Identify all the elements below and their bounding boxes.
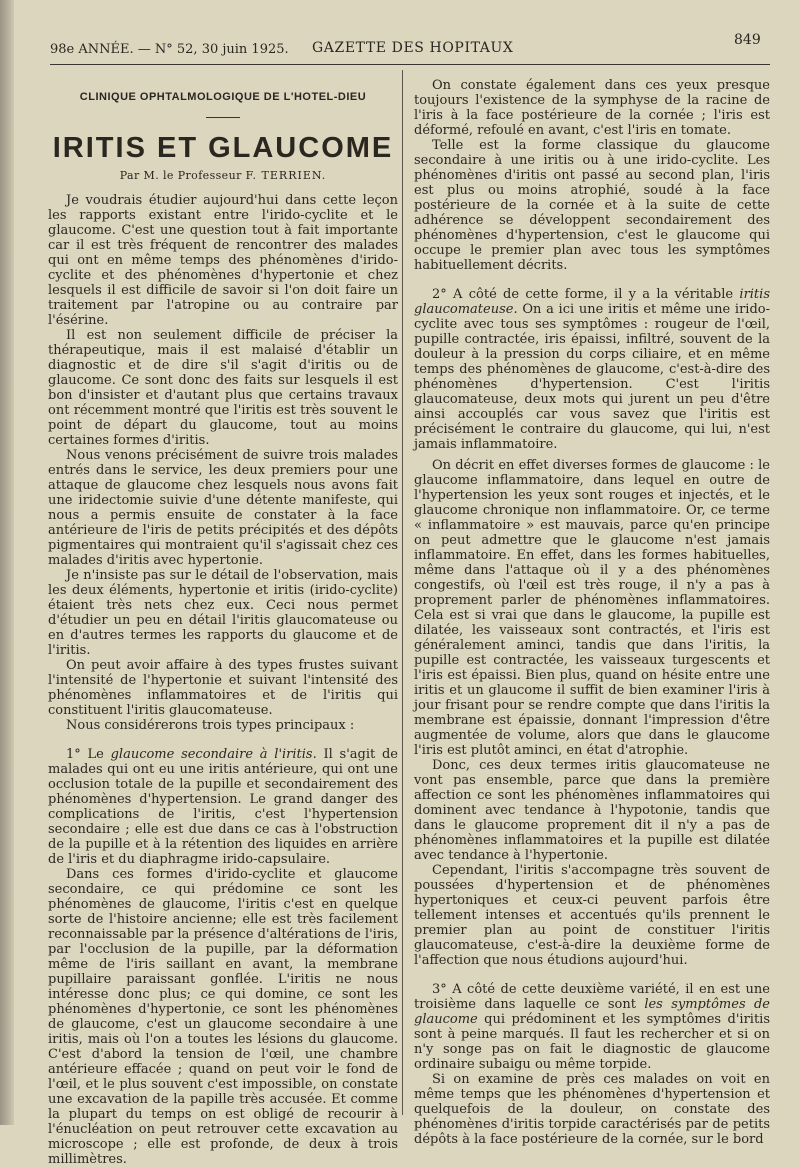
author-name: F. TERRIEN.: [245, 169, 327, 182]
item-text: qui prédominent et les symptômes d'iritis sont à peine marqués. Il faut les rechercher et si on n'y songe pas on fait le diagnostic de glaucome ordinaire subaigu ou même torpide.: [414, 1012, 770, 1072]
byline-prefix: Par M. le Professeur: [119, 169, 242, 182]
page-binding-edge: [0, 0, 14, 1125]
paragraph: Donc, ces deux termes iritis glaucomateuse ne vont pas ensemble, parce que dans la première affection ce sont les phénomènes inflammatoires qui dominent avec tendance à l'hypotonie, tandis que dans le glaucome proprement dit il n'y a pas de phénomènes inflammatoires et la pupille est dilatée avec tendance à l'hypertonie.: [414, 758, 770, 863]
item-text: Il s'agit de malades qui ont eu une iritis antérieure, qui ont une occlusion totale de la pupille et secondairement des phénomènes d'hypertension. Le grand danger des complications de l'iritis, c'est l'hypertension secondaire ; elle est due dans ce cas à l'obstruction de la pupille et à la rétention des liquides en arrière de l'iris et du diaphragme irido-capsulaire.: [48, 747, 398, 867]
item-number: 2° A côté de cette forme, il y a la véritable: [432, 287, 734, 302]
paragraph: On constate également dans ces yeux presque toujours l'existence de la symphyse de la racine de l'iris à la face postérieure de la cornée ; l'iris est déformé, refoulé en avant, c'est l'iris en tomate.: [414, 78, 770, 138]
item-text: On a ici une iritis et même une irido-cyclite avec tous ses symptômes : rougeur de l'œil, pupille contractée, iris épaissi, infiltré, souvent de la douleur à la pression du corps ciliaire, et en même temps des phénomènes de glaucome, c'est-à-dire des phénomènes d'hypertension. C'est l'iritis glaucomateuse, deux mots qui jurent un peu d'être ainsi accouplés car vous savez que l'iritis est précisément le contraire du glaucome, qui lui, n'est jamais inflammatoire.: [414, 302, 770, 452]
paragraph: Je voudrais étudier aujourd'hui dans cette leçon les rapports existant entre l'irido-cyclite et le glaucome. C'est une question tout à fait importante car il est très fréquent de rencontrer des malades qui ont en même temps des phénomènes d'irido-cyclite et des phénomènes d'hypertonie et chez lesquels il est difficile de savoir si l'on doit faire un traitement par l'atropine ou au contraire par l'ésérine.: [48, 193, 398, 328]
issue-line: 98e ANNÉE. — N° 52, 30 juin 1925.: [50, 42, 289, 57]
paragraph: Je n'insiste pas sur le détail de l'observation, mais les deux éléments, hypertonie et iritis (irido-cyclite) étaient très nets chez eux. Ceci nous permet d'étudier un peu en détail l'iritis glaucomateuse ou en d'autres termes les rapports du glaucome et de l'iritis.: [48, 568, 398, 658]
page-number: 849: [734, 32, 761, 48]
paragraph: Il est non seulement difficile de préciser la thérapeutique, mais il est malaisé d'établir un diagnostic et de dire s'il s'agit d'iritis ou de glaucome. Ce sont donc des faits sur lesquels il est bon d'insister et d'autant plus que certains travaux ont récemment montré que l'iritis est très souvent le point de départ du glaucome, tout au moins certaines formes d'iritis.: [48, 328, 398, 448]
paragraph: Dans ces formes d'irido-cyclite et glaucome secondaire, ce qui prédomine ce sont les phénomènes de glaucome, l'iritis c'est en quelque sorte de l'histoire ancienne; elle est très facilement reconnaissable par la présence d'altérations de l'iris, par l'occlusion de la pupille, par la déformation même de l'iris saillant en avant, la membrane pupillaire paraissant gonflée. L'iritis ne nous intéresse donc plus; ce qui domine, ce sont les phénomènes d'hypertonie, ce sont les phénomènes de glaucome, c'est un glaucome secondaire à une iritis, mais où l'on a toutes les lésions du glaucome. C'est d'abord la tension de l'œil, une chambre antérieure effacée ; quand on peut voir le fond de l'œil, et le plus souvent c'est impossible, on constate une excavation de la papille très accusée. Et comme la plupart du temps on est obligé de recourir à l'énucléation on peut retrouver cette excavation au microscope ; elle est profonde, de deux à trois millimètres.: [48, 867, 398, 1167]
paragraph: Cependant, l'iritis s'accompagne très souvent de poussées d'hypertension et de phénomènes hypertoniques et ceux-ci peuvent parfois être tellement intenses et accentués qu'ils prennent le premier plan au point de constituer l'iritis glaucomateuse, c'est-à-dire la deuxième forme de l'affection que nous étudions aujourd'hui.: [414, 863, 770, 968]
item-term: les symptômes de glaucome: [414, 997, 770, 1027]
left-column: [48, 78, 398, 1167]
item-term: glaucome secondaire à l'iritis.: [110, 747, 317, 762]
header-rule: [50, 64, 770, 65]
numbered-paragraph: [414, 287, 770, 452]
item-number: 1° Le: [66, 747, 104, 762]
paragraph: On peut avoir affaire à des types frustes suivant l'intensité de l'hypertonie et suivant l'intensité des phénomènes inflammatoires et de l'iritis qui constituent l'iritis glaucomateuse.: [48, 658, 398, 718]
item-number: 3° A côté de cette deuxième variété, il en est une troisième dans laquelle ce sont: [414, 982, 770, 1012]
column-divider: [402, 70, 403, 1115]
byline: [48, 168, 398, 183]
right-column: [414, 78, 770, 1147]
paragraph: Nous considérerons trois types principaux :: [66, 718, 355, 733]
short-rule: [206, 117, 240, 118]
paragraph: On décrit en effet diverses formes de glaucome : le glaucome inflammatoire, dans lequel en outre de l'hypertension les yeux sont rouges et injectés, et le glaucome chronique non inflammatoire. Or, ce terme « inflammatoire » est mauvais, parce qu'en principe on peut admettre que le glaucome n'est jamais inflammatoire. En effet, dans les formes habituelles, même dans l'attaque où il y a des phénomènes congestifs, où l'œil est très rouge, il n'y a pas à proprement parler de phénomènes inflammatoires. Cela est si vrai que dans le glaucome, la pupille est dilatée, les vaisseaux sont contractés, et l'iris est généralement aminci, tandis que dans l'iritis, la pupille est contractée, les vaisseaux turgescents et l'iris est épaissi. Bien plus, quand on hésite entre une iritis et un glaucome il suffit de bien examiner l'iris à jour frisant pour se rendre compte que dans l'iritis la membrane est épaissie, donnant l'impression d'être augmentée de volume, alors que dans le glaucome l'iris est plutôt aminci, en état d'atrophie.: [414, 458, 770, 758]
journal-title: GAZETTE DES HOPITAUX: [312, 40, 514, 56]
item-term: iritis glaucomateuse.: [414, 287, 770, 317]
paragraph: Telle est la forme classique du glaucome secondaire à une iritis ou à une irido-cyclite. Les phénomènes d'iritis ont passé au second plan, l'iris est plus ou moins atrophié, soudé à la face postérieure de la cornée et à la suite de cette adhérence se développent secondairement des phénomènes d'hypertension, c'est le glaucome qui occupe le premier plan avec tous les symptômes habituellement décrits.: [414, 138, 770, 273]
paragraph: Nous venons précisément de suivre trois malades entrés dans le service, les deux premiers pour une attaque de glaucome chez lesquels nous avons fait une iridectomie suivie d'une détente manifeste, qui nous a permis ensuite de constater à la face antérieure de l'iris de petits précipités et des dépôts pigmentaires qui montraient qu'il s'agissait chez ces malades d'iritis avec hypertonie.: [48, 448, 398, 568]
article-title: IRITIS ET GLAUCOME: [52, 132, 394, 164]
numbered-paragraph: [48, 747, 398, 867]
clinic-heading: CLINIQUE OPHTALMOLOGIQUE DE L'HOTEL-DIEU: [79, 91, 367, 103]
paragraph: Si on examine de près ces malades on voit en même temps que les phénomènes d'hypertension et quelquefois de la douleur, on constate des phénomènes d'iritis torpide caractérisés par de petits dépôts à la face postérieure de la cornée, sur le bord: [414, 1072, 770, 1147]
numbered-paragraph: [414, 982, 770, 1072]
